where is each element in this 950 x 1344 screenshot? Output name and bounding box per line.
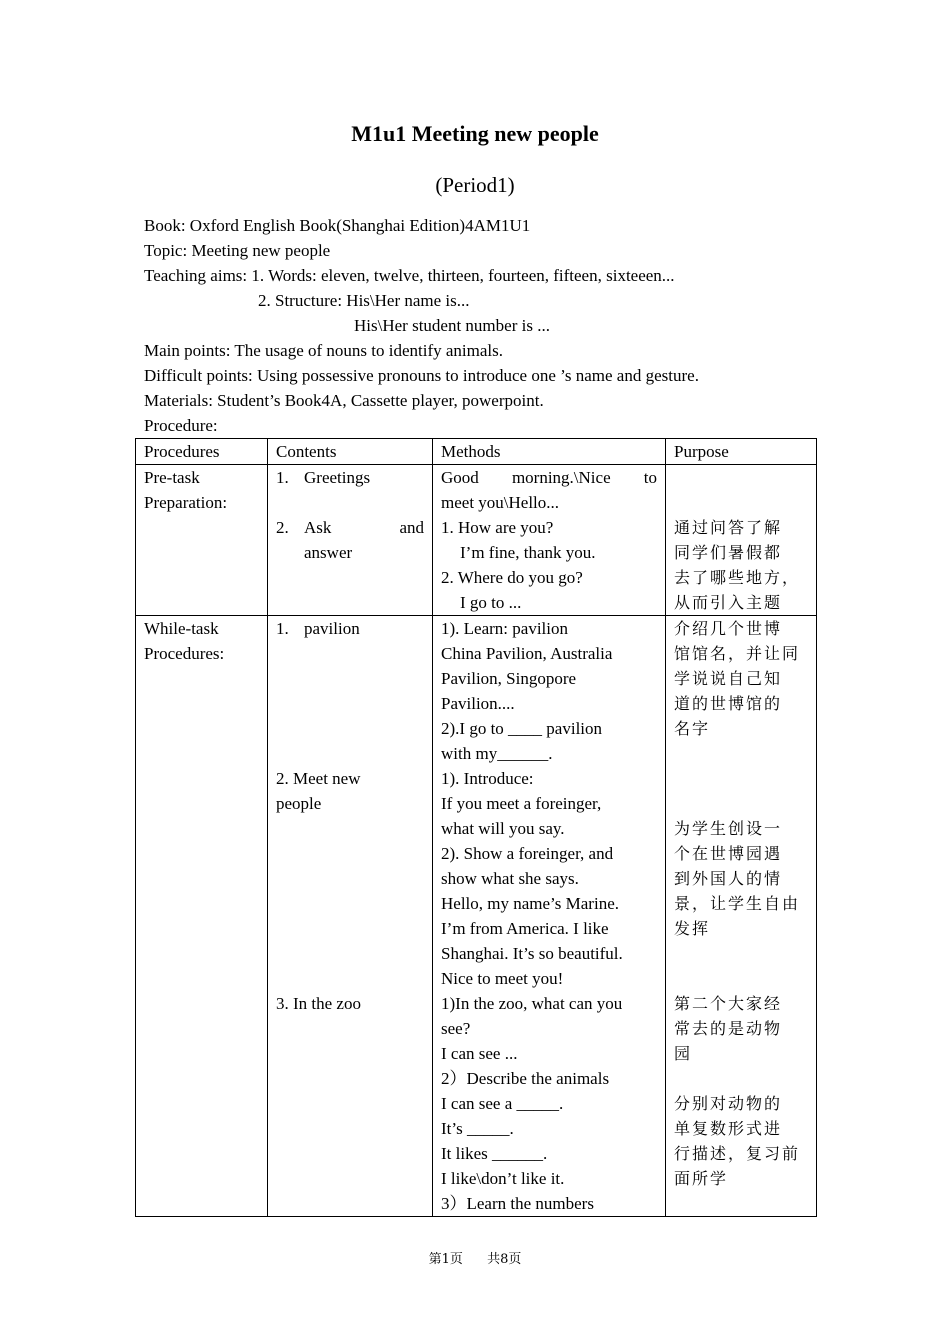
table-row-pre-task (136, 465, 817, 616)
purpose-line (674, 741, 808, 766)
method-line: I can see ... (441, 1044, 518, 1063)
header-procedures: Procedures (136, 439, 268, 465)
page-footer (0, 1248, 950, 1267)
method-word: to (643, 468, 657, 487)
purpose-line (674, 966, 808, 991)
method-line: China Pavilion, Australia (441, 644, 613, 663)
purpose-line: 同学们暑假都 (674, 543, 783, 562)
method-line: see? (441, 1019, 471, 1038)
method-line: I’m fine, thank you. (460, 543, 596, 562)
page-total: 共8页 (487, 1252, 522, 1267)
purpose-line: 道的世博馆的 (674, 694, 783, 713)
content-item (276, 465, 424, 490)
method-line: I like\don’t like it. (441, 1169, 565, 1188)
purpose-line: 去了哪些地方， (674, 568, 801, 587)
meta-book: Book: Oxford English Book(Shanghai Edition)4AM1U1 (144, 216, 531, 235)
procedure-line: Pre-task (144, 468, 200, 487)
method-line: with my______. (441, 744, 553, 763)
content-item (276, 515, 424, 540)
purpose-line: 馆馆名，并让同 (674, 644, 801, 663)
spacer (276, 490, 424, 515)
pre-task-procedure (136, 465, 268, 616)
method-line: 2).I go to ____ pavilion (441, 719, 603, 738)
header-methods: Methods (433, 439, 666, 465)
purpose-line: 常去的是动物 (674, 1019, 783, 1038)
pre-task-purpose (666, 465, 817, 616)
meta-aims-1: Teaching aims: 1. Words: eleven, twelve, thirteen, fourteen, fifteen, sixteeen... (144, 266, 675, 285)
method-line: 1). Introduce: (441, 769, 534, 788)
purpose-line: 发挥 (674, 919, 711, 938)
meta-topic: Topic: Meeting new people (144, 241, 331, 260)
document-subtitle: (Period1) (435, 173, 515, 197)
method-line: 2. Where do you go? (441, 568, 583, 587)
method-line: Hello, my name’s Marine. (441, 894, 619, 913)
document-title: M1u1 Meeting new people (351, 121, 599, 146)
method-word: Good (441, 468, 479, 487)
meta-aims-3: His\Her student number is ... (354, 316, 550, 335)
method-line: 1). Learn: pavilion (441, 619, 568, 638)
meta-procedure: Procedure: (144, 416, 218, 435)
content-item: 3. In the zoo (276, 994, 361, 1013)
meta-difficult-points: Difficult points: Using possessive pronouns to introduce one ’s name and gesture. (144, 366, 699, 385)
procedure-table (135, 438, 817, 1217)
purpose-line: 个在世博园遇 (674, 844, 783, 863)
purpose-line: 到外国人的情 (674, 869, 783, 888)
while-task-purpose (666, 616, 817, 1217)
purpose-line (674, 766, 808, 791)
method-line: If you meet a foreinger, (441, 794, 602, 813)
pre-task-methods (433, 465, 666, 616)
table-row-while-task (136, 616, 817, 1217)
method-line: show what she says. (441, 869, 579, 888)
purpose-line: 介绍几个世博 (674, 619, 783, 638)
meta-aims-2: 2. Structure: His\Her name is... (258, 291, 470, 310)
meta-main-points: Main points: The usage of nouns to identify animals. (144, 341, 504, 360)
purpose-line: 学说说自己知 (674, 669, 783, 688)
method-line: 1)In the zoo, what can you (441, 994, 623, 1013)
method-line: 1. How are you? (441, 518, 554, 537)
table-header-row (136, 439, 817, 465)
method-line: Pavilion, Singopore (441, 669, 577, 688)
while-task-procedure (136, 616, 268, 1217)
method-line: I go to ... (460, 593, 522, 612)
method-line: Pavilion.... (441, 694, 515, 713)
method-line: 3）Learn the numbers (441, 1194, 594, 1213)
purpose-line: 分别对动物的 (674, 1094, 783, 1113)
method-line: meet you\Hello... (441, 493, 560, 512)
purpose-line: 行描述，复习前 (674, 1144, 801, 1163)
page-number: 第1页 (428, 1252, 463, 1267)
method-line: I’m from America. I like (441, 919, 609, 938)
purpose-line (674, 1066, 808, 1091)
content-item (276, 616, 424, 641)
method-line (441, 465, 657, 490)
content-item: people (276, 794, 322, 813)
method-word: morning.\Nice (511, 468, 611, 487)
method-line: It’s _____. (441, 1119, 514, 1138)
procedure-line: Preparation: (144, 493, 228, 512)
purpose-line: 通过问答了解 (674, 518, 783, 537)
method-line: I can see a _____. (441, 1094, 564, 1113)
purpose-line: 为学生创设一 (674, 819, 783, 838)
method-line: what will you say. (441, 819, 565, 838)
while-task-contents (268, 616, 433, 1217)
item-text: pavilion (304, 619, 360, 638)
purpose-line (674, 941, 808, 966)
method-line: It likes ______. (441, 1144, 548, 1163)
procedure-line: Procedures: (144, 644, 225, 663)
meta-materials: Materials: Student’s Book4A, Cassette player, powerpoint. (144, 391, 544, 410)
purpose-line: 从而引入主题 (674, 593, 783, 612)
purpose-line: 园 (674, 1044, 693, 1063)
method-line: Shanghai. It’s so beautiful. (441, 944, 623, 963)
header-purpose: Purpose (666, 439, 817, 465)
purpose-line: 名字 (674, 719, 711, 738)
while-task-methods (433, 616, 666, 1217)
item-number: 2. (276, 518, 289, 537)
item-text: and (399, 518, 424, 537)
purpose-line: 第二个大家经 (674, 994, 783, 1013)
purpose-line: 单复数形式进 (674, 1119, 783, 1138)
lesson-meta (144, 213, 699, 438)
purpose-line (674, 791, 808, 816)
header-contents: Contents (268, 439, 433, 465)
purpose-line: 景，让学生自由 (674, 894, 801, 913)
item-number: 1. (276, 468, 289, 487)
method-line: Nice to meet you! (441, 969, 564, 988)
item-number: 1. (276, 619, 289, 638)
method-line: 2). Show a foreinger, and (441, 844, 614, 863)
item-text: Greetings (304, 468, 371, 487)
procedure-line: While-task (144, 619, 219, 638)
item-text: Ask (304, 518, 332, 537)
content-item: 2. Meet new (276, 769, 361, 788)
method-line: 2）Describe the animals (441, 1069, 610, 1088)
item-text: answer (304, 543, 353, 562)
pre-task-contents (268, 465, 433, 616)
purpose-line: 面所学 (674, 1169, 729, 1188)
